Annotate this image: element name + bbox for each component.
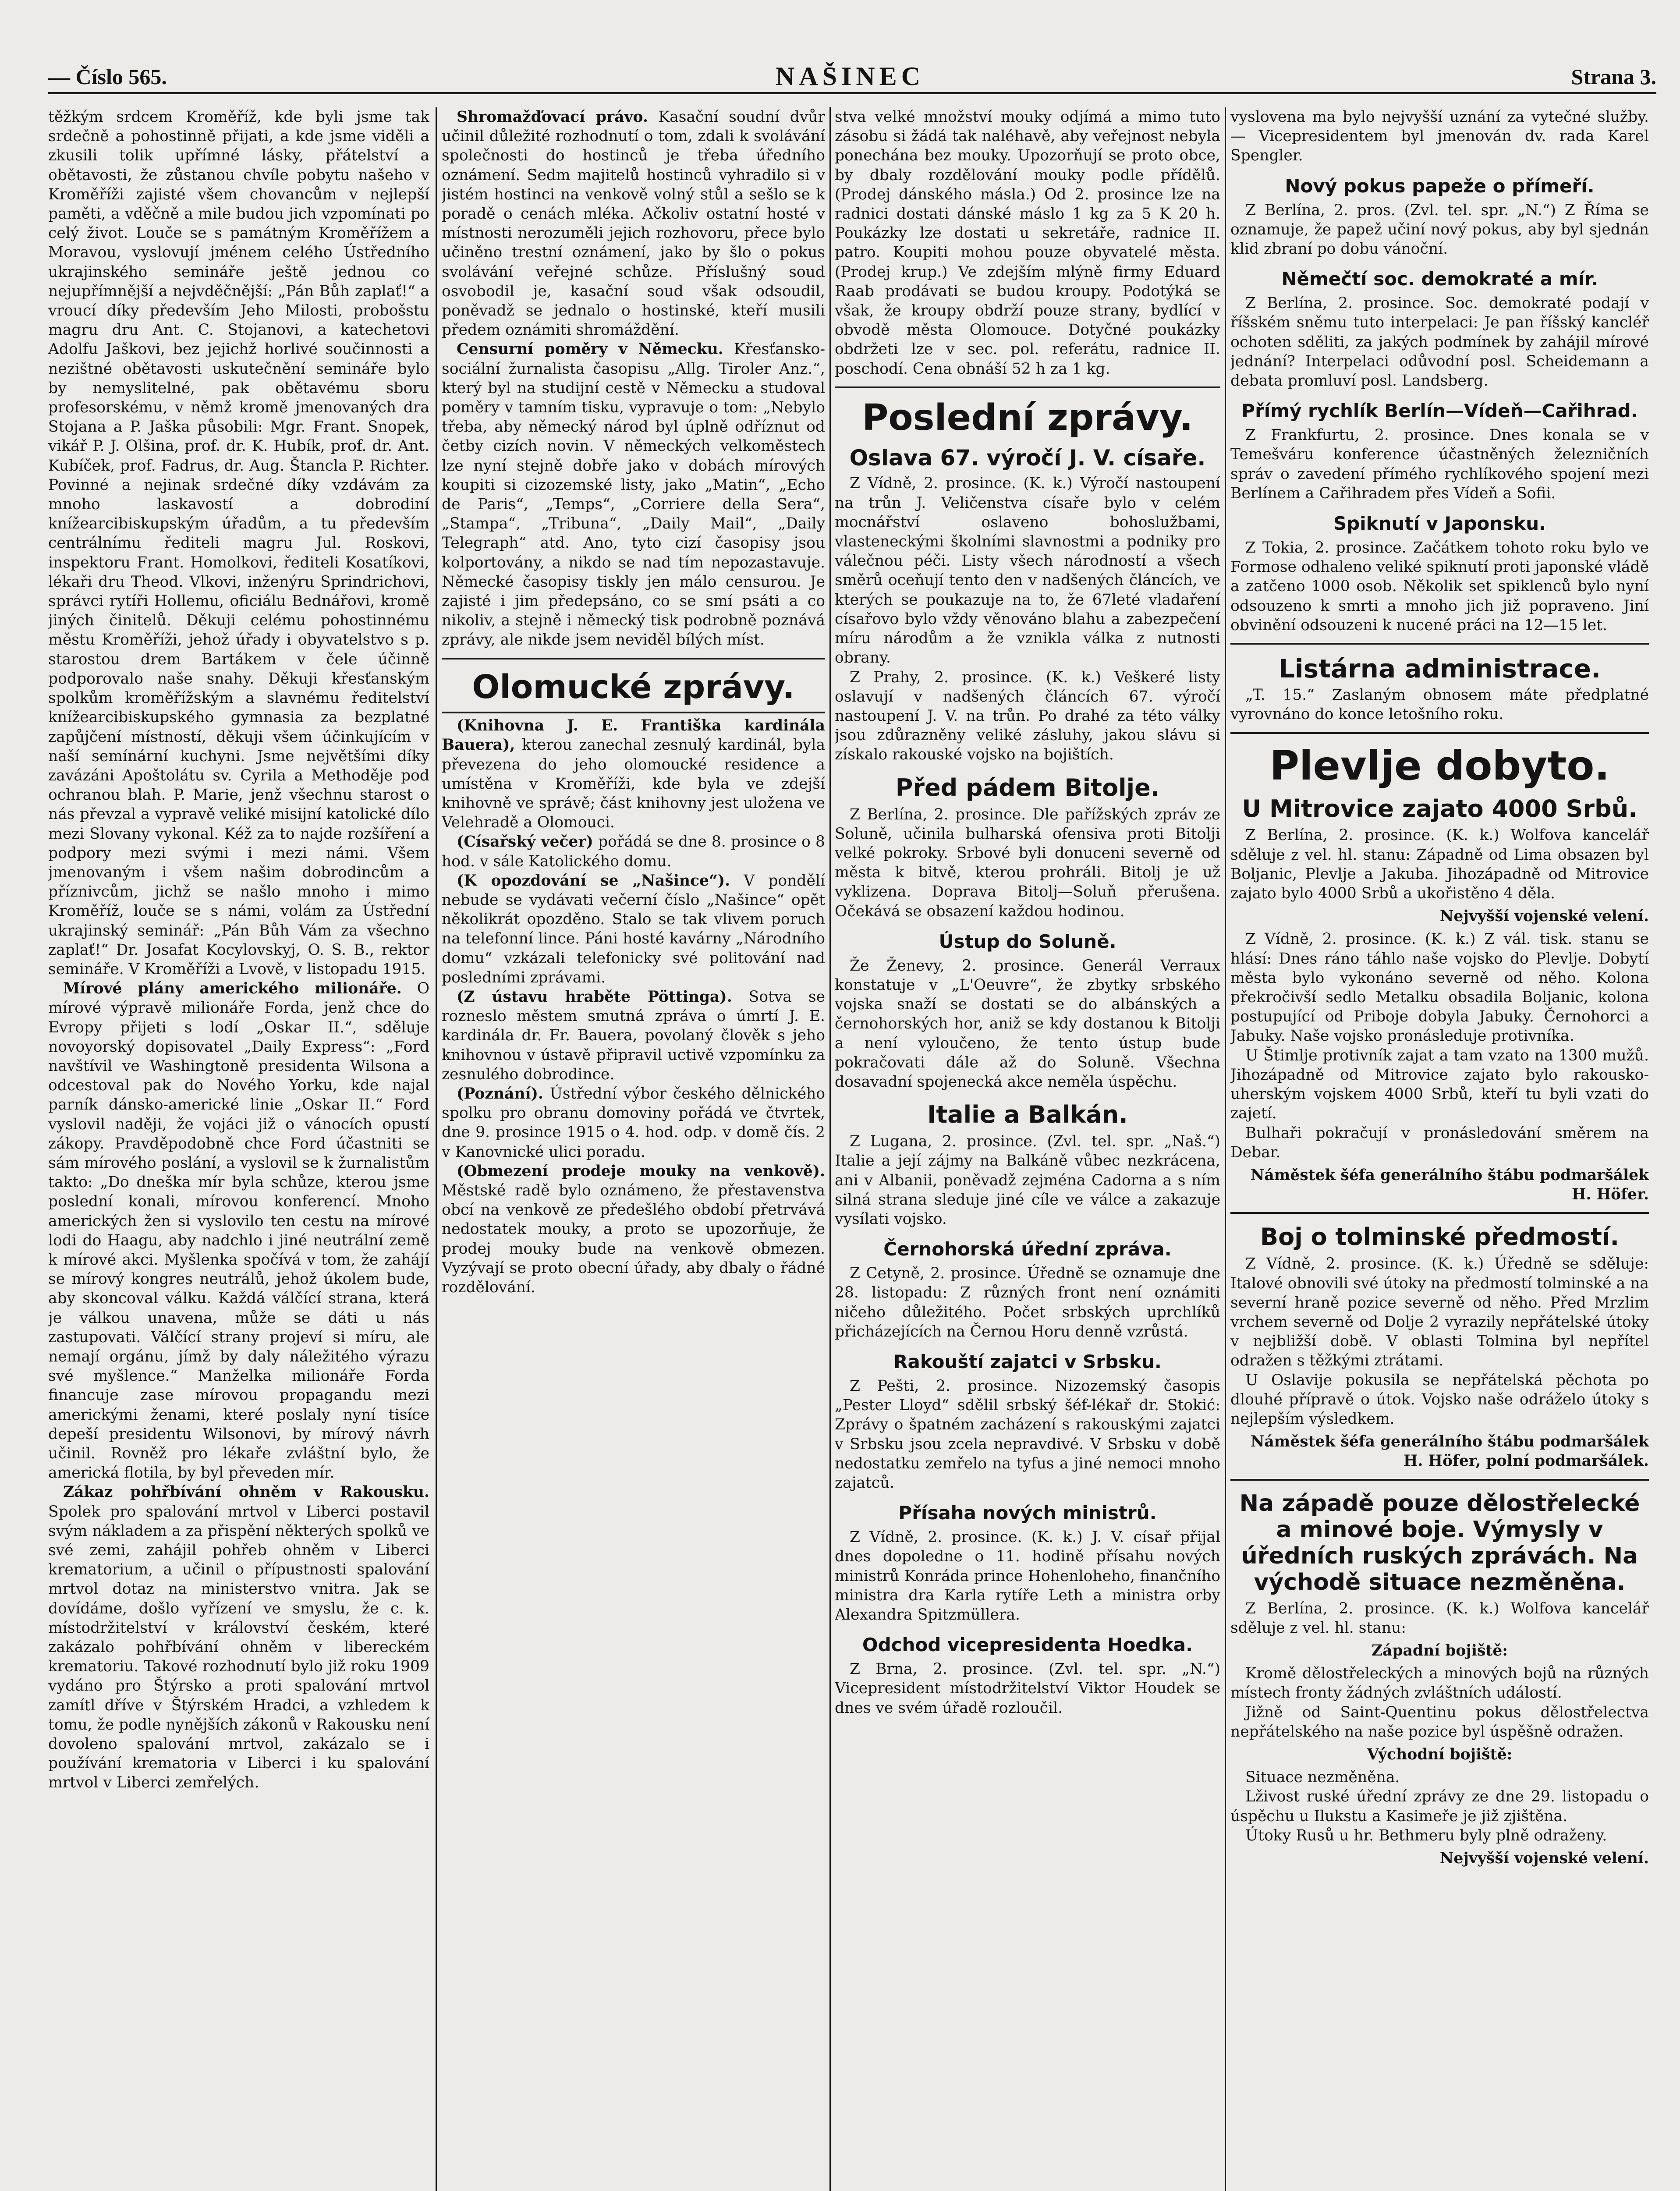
article-text: V pondělí nebude se vydávati večerní číslo „Našince“ opět několikrát opozděno. Stalo se tak vlivem poruch na telefonní lince. Páni hosté kavárny „Národního domu“ vzkázali telefonicky své politování nad posledními zprávami. bbox=[442, 872, 825, 986]
masthead bbox=[48, 61, 1656, 94]
article-heading: Přísaha nových ministrů. bbox=[898, 1502, 1157, 1524]
column-3 bbox=[835, 107, 1220, 2191]
section-divider bbox=[442, 658, 825, 659]
article-run-in-title: Mírové plány amerického milionáře. bbox=[63, 980, 402, 998]
article-paragraph: Z Prahy, 2. prosince. (K. k.) Veškeré listy oslavují v nadšených článcích 67. výročí nastoupení J. V. na trůn. Po drahé za této války jsou zdůrazněny veliké zásluhy, jakou slávu si získalo rakouské vojsko na bojištích. bbox=[835, 668, 1220, 764]
article-text: Kasační soudní dvůr učinil důležité rozhodnutí o tom, zdali k svolávání společnosti do hostinců je třeba úředního oznámení. Sedm majitelů hostinců vyhradilo si v jistém hostinci na venkově volný stůl a sešlo se k poradě o cenách mléka. Ačkoliv ostatní hosté v místnosti nerozuměli jejich rozhovoru, přece bylo učiněno trestní oznámení, jako by šlo o pokus svolávání veřejné schůze. Příslušný soud osvobodil je, kasační soud však odsoudil, poněvadž se jednalo o hostinské, kteří musili předem oznámiti shromáždění. bbox=[442, 108, 825, 339]
signature: Náměstek šéfa generálního štábu podmaršálek H. Höfer. bbox=[1250, 1166, 1649, 1204]
article-heading: Oslava 67. výročí J. V. císaře. bbox=[849, 445, 1206, 471]
article-text: Křesťansko-sociální žurnalista časopisu „Allg. Tiroler Anz.“, který byl na studijní cestě v Německu a studoval poměry v tamním tisku, vypravuje o tom: „Nebylo třeba, aby německý národ byl úplně odříznut od četby cizích novin. V německých velkoměstech lze nyní stejně dobře jako v dobách mírových koupiti si cizozemské listy, jako „Matin“, „Echo de Paris“, „Temps“, „Corriere della Sera“, „Stampa“, „Tribuna“, „Daily Mail“, „Daily Telegraph“ atd. Ano, tyto cizí časopisy jsou kolportovány, a nikdo se nad tím nepozastavuje. Německé časopisy tiskly jen málo censurou. Je zajisté i jim předepsáno, co se smí psáti a co nikoliv, a stejně i německý tisk podrobně poznává zprávy, ale nikde jsem neviděl bílých míst. bbox=[442, 340, 825, 649]
article-paragraph: Z Pešti, 2. prosince. Nizozemský časopis „Pester Lloyd“ sdělil srbský šéf-lékař dr. Stokić: Zprávy o špatném zacházení s rakouskými zajatci v Srbsku jsou zcela nepravdivé. V Srbsku v době nedostatku zemřelo na tyfus a jiné nemoci mnoho zajatců. bbox=[835, 1377, 1220, 1492]
column-rule bbox=[436, 107, 437, 2191]
article-paragraph bbox=[48, 979, 429, 1482]
section-heading-olomouc: Olomucké zprávy. bbox=[472, 668, 795, 706]
article-paragraph: těžkým srdcem Kroměříž, kde byli jsme tak srdečně a pohostinně přijati, a kde jsme viděli a zkusili tolik upřímné lásky, přátelství a obětavosti, že zůstanou chvíle pobytu našeho v Kroměříži zajisté všem chovancům v nejlepší paměti, a vděčně a mile budou jich vzpomínati po celý život. Louče se s památným Kroměřížem a Moravou, vyslovují jménem celého Ústředního ukrajinského semináře ještě jednou co nejupřímnější a nejvděčnější: „Pán Bůh zaplať!“ a vroucí díky především Jeho Milosti, probošstu magru dru Ant. C. Stojanovi, a katechetovi Adolfu Jaškovi, bez jejichž horlivé součinnosti a nezištné obětavosti uskutečnění semináře bylo by nemyslitelné, pak obětavému sboru profesorskému, v němž kromě jmenovaných dra Stojana a P. Jaška působili: Mgr. Frant. Snopek, vikář P. J. Olšina, prof. dr. K. Hubík, prof. dr. Ant. Kubíček, prof. Fadrus, dr. Aug. Štancla P. Richter. Povinné a nejinak srdečné díky vzdávám za mnoho laskavostí a dobrodiní knížearcibiskupským úřadům, a tu především centrálnímu řediteli magru Jul. Roskovi, inspektoru Frant. Homolkovi, řediteli Kosatíkovi, lékaři dru Theod. Vlkovi, inženýru Sprindrichovi, správci rytíři Hollemu, oficiálu Bednářovi, kromě jiných činitelů. Děkuji celému pohostinnému městu Kroměříži, jehož úřady i obyvatelstvo s p. starostou drem Bartákem v čele účinně podporovalo naše snahy. Děkuji křesťanským spolkům kroměřížským a slavnému ředitelství knížearcibiskupského gymnasia za bezplatné zapůjčení místností, děkuji všem účinkujícím v naší semínární kuchyni. Jsme největšími díky zavázáni Apoštolátu sv. Cyrila a Methoděje pod ochranou blah. P. Marie, jenž všechnu starost o nás převzal a vypravě veliké misijní katolické dílo mezi Slovany vykonal. Kéž za to najde rozšíření a podpory mezi svými i mezi námi. Všem jmenovaným i všem našim dobrodincům a příznivcům, jichž se našlo mnoho i mimo Kroměříž, louče se s námi, volám za Ústřední ukrajinský seminář: „Pán Bůh Vám za všechno zaplať!“ Dr. Josafat Kocylovskyj, O. S. B., rektor semináře. V Kroměříži a Lvově, v listopadu 1915. bbox=[48, 108, 429, 978]
article-paragraph bbox=[442, 716, 825, 832]
article-paragraph: Z Berlína, 2. prosince. Soc. demokraté podají v říšském sněmu tuto interpelaci: Je pan říšský kancléř ochoten sděliti, za jakých podmínek by zahájil mírové jednání? Interpelaci odůvodní posl. Scheidemann a debata promluví posl. Landsberg. bbox=[1230, 294, 1649, 390]
article-paragraph: Z Berlína, 2. pros. (Zvl. tel. spr. „N.“) Z Říma se oznamuje, že papež učiní nový pokus, aby byl sjednán klid zbraní po dobu vánoční. bbox=[1230, 201, 1649, 258]
column-1 bbox=[48, 107, 429, 2191]
signature: Nejvyšší vojenské velení. bbox=[1439, 1849, 1649, 1867]
section-divider bbox=[835, 386, 1220, 388]
article-paragraph: Kromě dělostřeleckých a minových bojů na různých místech fronty žádných zvláštních událostí. bbox=[1230, 1665, 1649, 1702]
article-run-in-title: (K opozdování se „Našince“). bbox=[457, 872, 730, 890]
article-paragraph: Z Vídně, 2. prosince. (K. k.) J. V. císař přijal dnes dopoledne o 11. hodině přísahu nových ministrů Konráda prince Hohenloheho, finančního ministra dra Karla rytíře Leth a ministra orby Alexandra Spitzmüllera. bbox=[835, 1528, 1220, 1624]
article-run-in-title: Censurní poměry v Německu. bbox=[457, 340, 723, 358]
article-run-in-title: (Z ústavu hraběte Pöttinga). bbox=[457, 988, 732, 1006]
article-heading: Spiknutí v Japonsku. bbox=[1333, 513, 1546, 535]
page-number: Strana 3. bbox=[1571, 64, 1656, 89]
article-text: pořádá se dne 8. prosince o 8 hod. v sále Katolického domu. bbox=[442, 833, 825, 870]
article-run-in-title: (Obmezení prodeje mouky na venkově). bbox=[457, 1162, 825, 1180]
section-divider bbox=[1230, 643, 1649, 645]
article-heading: Před pádem Bitolje. bbox=[895, 773, 1160, 801]
article-heading: Odchod vicepresidenta Hoedka. bbox=[862, 1634, 1193, 1656]
article-paragraph: Z Berlína, 2. prosince. Dle pařížských zpráv ze Soluně, učinila bulharská ofensiva proti Bitolji velké pokroky. Srbové byli donuceni severně od města k bitvě, kterou prohráli. Bitolj je už vyklizena. Doprava Bitolj—Soluň přerušena. Očekává se obsazení každou hodinou. bbox=[835, 805, 1220, 920]
article-paragraph bbox=[442, 107, 825, 340]
article-paragraph bbox=[442, 987, 825, 1084]
column-rule bbox=[829, 107, 831, 2191]
section-divider bbox=[1230, 1479, 1649, 1481]
article-run-in-title: (Poznání). bbox=[457, 1085, 543, 1103]
article-heading: Přímý rychlík Berlín—Vídeň—Cařihrad. bbox=[1241, 400, 1638, 422]
article-heading: Černohorská úřední zpráva. bbox=[883, 1238, 1172, 1260]
column-2 bbox=[442, 107, 825, 2191]
article-paragraph: Že Ženevy, 2. prosince. Generál Verraux konstatuje v „L'Oeuvre“, že zbytky srbského vojska snaží se dostati se do albánských a černohorských hor, aniž se kdy dostanou k Bitolji a není vyloučeno, že tento ústup bude pokračovati dále až do Soluně. Všechna dosavadní spojenecká akce neměla úspěchu. bbox=[835, 957, 1220, 1091]
section-heading-administration: Listárna administrace. bbox=[1278, 654, 1601, 684]
article-paragraph: Z Berlína, 2. prosince. (K. k.) Wolfova kancelář sděluje z vel. hl. stanu: Západně od Lima obsazen byl Boljanic, Plevlje a Jakuba. Jihozápadně od Mitrovice zajato bylo 4000 Srbů a ukořistěno 4 děla. bbox=[1230, 826, 1649, 903]
article-text: Městské radě bylo oznámeno, že přestavenstva obcí na venkově ze předešlého období přetrvává nedostatek mouky, a proto se upozorňuje, že prodej mouky bude na venkově obmezen. Vyzývají se proto obecní úřady, aby dbaly o řádné rozdělování. bbox=[442, 1182, 825, 1297]
signature: Nejvyšší vojenské velení. bbox=[1439, 908, 1649, 925]
section-divider bbox=[1230, 732, 1649, 734]
article-paragraph: Z Lugana, 2. prosince. (Zvl. tel. spr. „Naš.“) Italie a její zájmy na Balkáně vůbec nezkrácena, ani v Albanii, poněvadž zejména Cadorna a s ním silná strana sleduje jiné cíle ve válce a zakazuje vysílati vojsko. bbox=[835, 1133, 1220, 1228]
column-rule bbox=[1225, 107, 1226, 2191]
headline-subtitle: U Mitrovice zajato 4000 Srbů. bbox=[1242, 795, 1637, 823]
article-text: O mírové výpravě milionáře Forda, jenž chce do Evropy přijeti s lodí „Oskar II.“, sděluje novoyorský dopisovatel „Daily Express“: „Ford navštívil ve Washingtoně presidenta Wilsona a odcestoval pak do Nového Yorku, kde najal parník dánsko-americké linie „Oskar II.“ Ford vyslovil naději, že vojáci již o vánocích opustí zákopy. Pravděpodobně chce Ford účastniti se sám mírového poslání, a vyslovil se k žurnalistům takto: „Do dneška mír byla schůze, kterou jsme poslední konali, mírovou konferencí. Mnoho amerických žen si vyslovilo ten cestu na mírové lodi do Haagu, aby nadchlo i jiné neutrální země k mírové akci. Myšlenka spočívá v tom, že zahájí se mírový kongres neutrálů, jehož úkolem bude, aby skoncoval válku. Každá válčící strana, která je válkou unavena, může se dáti u nás zastupovati. Válčící strany projeví si míru, ale nemají orgánu, jímž by daly náležitého výrazu své myšlence.“ Manželka milionáře Forda financuje zase mírovou propagandu mezi americkými ženami, které poslaly nyní tisíce depeší presidentu Wilsonovi, by mírový návrh učinil. Rovněž pro lékaře zvláštní bylo, že americká flotila, by byl převeden mír. bbox=[48, 980, 429, 1482]
article-paragraph: „T. 15.“ Zaslaným obnosem máte předplatné vyrovnáno do konce letošního roku. bbox=[1230, 686, 1649, 723]
article-paragraph: Z Tokia, 2. prosince. Začátkem tohoto roku bylo ve Formose odhaleno veliké spiknutí proti japonské vládě a zatčeno 1000 osob. Několik set spiklenců bylo nyní odsouzeno k smrti a mnoho jich již popraveno. Jiní obvinění odsouzeni k nucené práci na 12—15 let. bbox=[1230, 539, 1649, 634]
article-paragraph: Z Vídně, 2. prosince. (K. k.) Z vál. tisk. stanu se hlásí: Dnes ráno táhlo naše vojsko do Plevlje. Dobytí města bylo vykonáno severně od něho. Kolona překročivší sedlo Metalku obsadila Boljanic, kolona postupující od Priboje dobyla Jabuky. Černohorci a Jabuky. Naše vojsko pronásleduje protivníka. bbox=[1230, 930, 1649, 1045]
article-heading: Ústup do Soluně. bbox=[939, 930, 1116, 952]
section-heading-latest-news: Poslední zprávy. bbox=[862, 397, 1193, 439]
article-paragraph: U Štimlje protivník zajat a tam vzato na 1300 mužů. Jihozápadně od Mitrovice zajato bylo rakousko-uherským vojskem 4000 Srbů, kteří tu byli vzati do zajetí. bbox=[1230, 1046, 1649, 1123]
article-paragraph: Z Brna, 2. prosince. (Zvl. tel. spr. „N.“) Vicepresident místodržitelství Viktor Houdek se dnes ve svém úřadě rozloučil. bbox=[835, 1660, 1220, 1717]
newspaper-title: NAŠINEC bbox=[775, 62, 925, 91]
article-paragraph: Z Vídně, 2. prosince. (K. k.) Úředně se sděluje: Italové obnovili své útoky na předmostí tolminské a na severní hraně pozice severně od něho. Před Mrzlim vrchem severně od Dolje 2 vyrazily nepřátelské útoky v nejbližší době. V oblasti Tolmina byl nepřítel odražen s těžkými ztrátami. bbox=[1230, 1255, 1649, 1370]
article-paragraph: Z Frankfurtu, 2. prosince. Dnes konala se v Temešváru konference účastněných železničních správ o zavedení přímého rychlíkového spojení mezi Berlínem a Cařihradem přes Vídeň a Sofii. bbox=[1230, 426, 1649, 502]
article-heading: Boj o tolminské předmostí. bbox=[1260, 1223, 1620, 1251]
article-paragraph: Z Vídně, 2. prosince. (K. k.) Výročí nastoupení na trůn J. Veličenstva císaře bylo v celém mocnářství oslaveno bohoslužbami, vlasteneckými školními slavnostmi a podniky pro válečnou péči. Listy všech národností a všech směrů oceňují tento den v nadšených článcích, ve kterých se poukazuje na to, že 67leté vladaření císařovo bylo vždy věnováno blahu a zabezpečení míru národům a že vznikla válka z nutnosti obrany. bbox=[835, 475, 1220, 667]
article-text: kterou zanechal zesnulý kardinál, byla převezena do jeho olomoucké residence a umístěna v Kroměříži, kde byla ve zdejší knihovně ve správě; část knihovny jest uložena ve Velehradě a Olomouci. bbox=[442, 736, 825, 832]
section-divider bbox=[1230, 1212, 1649, 1214]
article-heading: Na západě pouze dělostřelecké a minové boje. Výmysly v úředních ruských zprávách. Na východě situace nezměněna. bbox=[1239, 1490, 1640, 1595]
signature: Náměstek šéfa generálního štábu podmaršálek H. Höfer, polní podmaršálek. bbox=[1250, 1433, 1649, 1470]
article-text: Sotva se rozneslo městem smutná zpráva o úmrtí J. E. kardinála dr. Fr. Bauera, povolaný člověk s jeho knihovnou v ústavě připravil uctivě vzpomínku za zesnulého dobrodince. bbox=[442, 988, 825, 1083]
article-paragraph: U Oslavije pokusila se nepřátelská pěchota po dlouhé přípravě o útok. Vojsko naše odráželo útoky s nejlepším výsledkem. bbox=[1230, 1371, 1649, 1428]
headline-plevlje: Plevlje dobyto. bbox=[1269, 742, 1610, 789]
issue-number: — Číslo 565. bbox=[48, 64, 167, 89]
article-paragraph: Útoky Rusů u hr. Bethmeru byly plně odraženy. bbox=[1245, 1826, 1607, 1844]
section-subheading: Východní bojiště: bbox=[1367, 1745, 1513, 1763]
article-paragraph: Bulhaři pokračují v pronásledování směrem na Debar. bbox=[1230, 1124, 1649, 1161]
article-run-in-title: Zákaz pohřbívání ohněm v Rakousku. bbox=[63, 1483, 429, 1501]
article-paragraph: Lživost ruské úřední zprávy ze dne 29. listopadu o úspěchu u Ilukstu a Kasimeře je již zjištěna. bbox=[1230, 1788, 1649, 1825]
article-heading: Rakouští zajatci v Srbsku. bbox=[893, 1351, 1162, 1372]
article-heading: Nový pokus papeže o přímeří. bbox=[1285, 175, 1595, 197]
article-run-in-title: (Císařský večer) bbox=[457, 833, 593, 851]
article-paragraph bbox=[442, 871, 825, 987]
article-paragraph: stva velké množství mouky odjímá a mimo tuto zásobu si žádá tak naléhavě, aby veřejnost nebyla ponechána bez mouky. Upozorňují se proto obce, by dbaly rozdělování mouky podle přídělů. (Prodej dánského másla.) Od 2. prosince lze na radnici dostati dánské máslo 1 kg za 5 K 20 h. Poukázky lze dostati u sekretáře, radnice II. patro. Koupiti mohou pouze obyvatelé města. (Prodej krup.) Ve zdejším mlýně firmy Eduard Raab prodávati se budou kroupy. Podotýká se však, že kroupy obdrží pouze strany, bydlící v obvodě města Olomouce. Dotyčné poukázky obdržeti lze v sec. pol. referátu, radnice II. poschodí. Cena obnáší 52 h za 1 kg. bbox=[835, 108, 1220, 378]
article-paragraph: Z Berlína, 2. prosince. (K. k.) Wolfova kancelář sděluje z vel. hl. stanu: bbox=[1230, 1599, 1649, 1637]
article-paragraph bbox=[442, 832, 825, 871]
article-paragraph bbox=[48, 1482, 429, 1792]
article-text: Spolek pro spalování mrtvol v Liberci postavil svým nákladem a za přispění některých spolků ve své zemi, zahájil pohřeb ohněm v Liberci krematorium, a učinil o přípustnosti spalování mrtvol dotaz na ministerstvo vnitra. Jak se dovídáme, došlo vyřízení ve smyslu, že c. k. místodržitelství v království českém, které zakázalo pohřbívání ohněm v libereckém krematoriu. Takové rozhodnutí bylo již roku 1909 vydáno pro Štýrsko a proti spalování mrtvol zamítl dříve v Štýrském Hradci, a vzhledem k tomu, že podle nynějších zákonů v Rakousku není dovoleno spalování mrtvol, zakázalo se i používání krematoria v Liberci i ku spalování mrtvol v Liberci zemřelých. bbox=[48, 1503, 429, 1792]
article-heading: Němečtí soc. demokraté a mír. bbox=[1281, 268, 1598, 290]
article-paragraph bbox=[442, 1084, 825, 1162]
article-paragraph: Jižně od Saint-Quentinu pokus dělostřelectva nepřátelského na naše pozice byl úspěšně odražen. bbox=[1230, 1703, 1649, 1741]
article-paragraph: vyslovena ma bylo nejvyšší uznání za vytečné služby. — Vicepresidentem byl jmenován dv. rada Karel Spengler. bbox=[1230, 108, 1649, 165]
article-heading: Italie a Balkán. bbox=[927, 1101, 1128, 1129]
article-run-in-title: (Knihovna J. E. Františka kardinála Bauera), bbox=[442, 717, 825, 754]
article-run-in-title: Shromažďovací právo. bbox=[457, 108, 648, 126]
article-paragraph: Z Cetyně, 2. prosince. Úředně se oznamuje dne 28. listopadu: Z různých front není oznámiti ničeho důležitého. Počet srbských uprchlíků přicházejících na Černou Horu denně vzrůstá. bbox=[835, 1265, 1220, 1340]
article-paragraph: Situace nezměněna. bbox=[1245, 1769, 1400, 1787]
article-text: Ústřední výbor českého dělnického spolku pro obranu domoviny pořádá ve čtvrtek, dne 9. prosince 1915 o 4. hod. odp. v domě čís. 2 v Kanovnické ulici poradu. bbox=[442, 1085, 825, 1161]
column-4 bbox=[1230, 107, 1649, 2191]
article-paragraph bbox=[442, 1162, 825, 1297]
article-paragraph bbox=[442, 340, 825, 649]
section-subheading: Západní bojiště: bbox=[1371, 1641, 1508, 1659]
section-divider bbox=[442, 712, 825, 713]
